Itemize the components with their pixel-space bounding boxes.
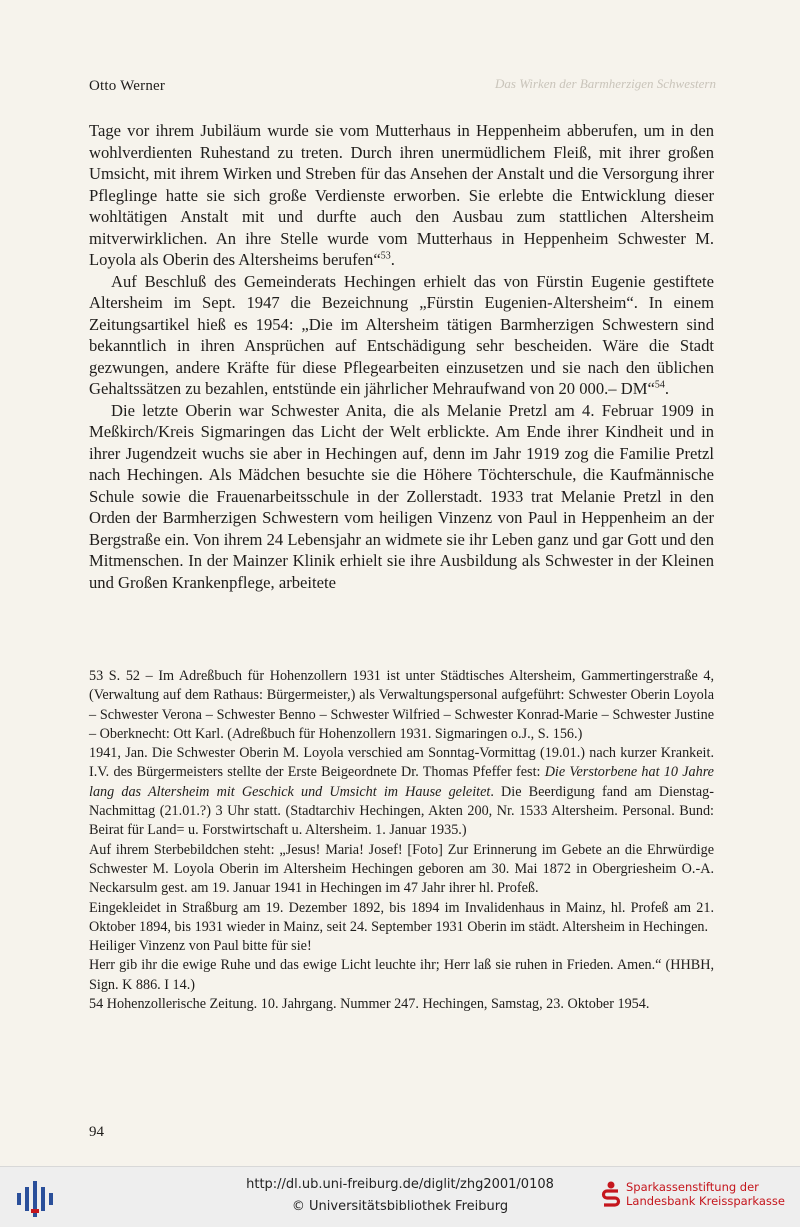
main-text bbox=[89, 120, 714, 593]
footnote-53-invocation: Heiliger Vinzenz von Paul bitte für sie! bbox=[89, 938, 312, 955]
sponsor-label[interactable]: Sparkassenstiftung der Landesbank Kreissparkasse bbox=[626, 1180, 785, 1208]
sparkasse-logo-icon bbox=[600, 1181, 622, 1211]
running-head-author: Otto Werner bbox=[89, 78, 166, 94]
footnote-53-prayer: Herr gib ihr die ewige Ruhe und das ewige Licht leuchte ihr; Herr laß sie ruhen in Frieden. Amen.“ (HHBH, Sign. K 886. I 14.) bbox=[89, 957, 714, 993]
permalink-url[interactable]: http://dl.ub.uni-freiburg.de/diglit/zhg2001/0108 bbox=[246, 1177, 554, 1192]
footnote-ref-54[interactable]: 54 bbox=[654, 379, 665, 391]
footnote-ref-53[interactable]: 53 bbox=[380, 250, 391, 262]
page-number: 94 bbox=[89, 1124, 104, 1140]
paragraph-2: Auf Beschluß des Gemeinderats Hechingen erhielt das von Fürstin Eugenie gestiftete Altersheim im Sept. 1947 die Bezeichnung „Fürstin Eugenien-Altersheim“. In einem Zeitungsartikel hieß es 1954: „Die im Altersheim tätigen Barmherzigen Schwestern sind bekanntlich in ihren Ansprüchen auf Entschädigung sehr bescheiden. Wäre die Stadt gezwungen, andere Kräfte für diese Pflegearbeiten einzusetzen und sie nach den üblichen Gehaltssätzen zu bezahlen, entstünde ein jährlicher Mehraufwand von 20 000.– DM“$^{54}$. bbox=[89, 271, 714, 398]
footnotes bbox=[89, 667, 714, 1014]
paragraph-1: Tage vor ihrem Jubiläum wurde sie vom Mutterhaus in Heppenheim abberufen, um in den wohlverdienten Ruhestand zu treten. Durch ihren unermüdlichem Fleiß, mit ihrer großen Umsicht, mit ihrem Wirken und Streben für das Ansehen der Anstalt und die Versorgung ihrer Pfleglinge hatte sie sich große Verdienste erworben. Sie erlebte die Entwicklung dieser wohltätigen Anstalt mit und durfte auch den Ausbau zum stattlichen Altersheim mitverwirklichen. An ihre Stelle wurde vom Mutterhaus in Heppenheim Schwester M. Loyola als Oberin des Altersheims berufen“$^{53}$. bbox=[89, 121, 714, 269]
viewer-footer bbox=[0, 1166, 800, 1227]
footnote-53-prayer-card: Auf ihrem Sterbebildchen steht: „Jesus! Maria! Josef! [Foto] Zur Erinnerung im Gebete an die Ehrwürdige Schwester M. Loyola Oberin im Altersheim Hechingen geboren am 30. Mai 1872 in Obergriesheim O.-A. Neckarsulm gest. am 19. Januar 1941 in Hechingen im 47 Jahr ihrer hl. Profeß. bbox=[89, 841, 714, 897]
running-head-faint-title: Das Wirken der Barmherzigen Schwestern bbox=[495, 76, 716, 91]
footnote-53-career: Eingekleidet in Straßburg am 19. Dezember 1892, bis 1894 im Invalidenhaus in Mainz, hl. Profeß am 21. Oktober 1894, bis 1931 wieder in Mainz, seit 24. September 1931 Oberin im städt. Altersheim in Hechingen. bbox=[89, 899, 714, 935]
paragraph-3: Die letzte Oberin war Schwester Anita, die als Melanie Pretzl am 4. Februar 1909 in Meßkirch/Kreis Sigmaringen das Licht der Welt erblickte. Am Ende ihrer Kindheit und in ihrer Jugendzeit wuchs sie aber in Hechingen auf, denn im Jahr 1919 zog die Familie Pretzl nach Hechingen. Als Mädchen besuchte sie die Höhere Töchterschule, die Kaufmännische Schule sowie die Frauenarbeitsschule in der Zollerstadt. 1933 trat Melanie Pretzl in den Orden der Barmherzigen Schwestern vom heiligen Vinzenz von Paul in Heppenheim an der Bergstraße ein. Von ihrem 24 Lebensjahr an widmete sie ihr Leben ganz und gar Gott und den Mitmenschen. In der Mainzer Klinik erhielt sie ihre Ausbildung als Schwester in der Kleinen und Großen Krankenpflege, arbeitete bbox=[89, 400, 714, 592]
footnote-54: 54 Hohenzollerische Zeitung. 10. Jahrgang. Nummer 247. Hechingen, Samstag, 23. Oktober 1954. bbox=[89, 996, 650, 1013]
footnote-53: 53 S. 52 – Im Adreßbuch für Hohenzollern 1931 ist unter Städtisches Altersheim, Gammertingerstraße 4, (Verwaltung auf dem Rathaus: Bürgermeister,) als Verwaltungspersonal aufgeführt: Schwester Oberin Loyola – Schwester Verona – Schwester Benno – Schwester Wilfried – Schwester Konrad-Marie – Schwester Justine – Oberknecht: Ott Karl. (Adreßbuch für Hohenzollern 1931. Sigmaringen o.J., S. 156.) bbox=[89, 668, 714, 742]
copyright-notice: © Universitätsbibliothek Freiburg bbox=[291, 1199, 509, 1214]
footnote-53-continued: 1941, Jan. Die Schwester Oberin M. Loyola verschied am Sonntag-Vormittag (19.01.) nach kurzer Krankeit. I.V. des Bürgermeisters stellte der Erste Beigeordnete Dr. Thomas Pfeffer fest: Die Verstorbene hat 10 Jahre lang das Altersheim mit Geschick und Umsicht im Hause geleitet. Die Beerdigung fand am Dienstag-Nachmittag (21.01.?) 3 Uhr statt. (Stadtarchiv Hechingen, Akten 200, Nr. 1533 Altersheim. Personal. Bund: Beirat für Land= u. Forstwirtschaft u. Altersheim. 1. Januar 1935.) bbox=[89, 745, 714, 839]
